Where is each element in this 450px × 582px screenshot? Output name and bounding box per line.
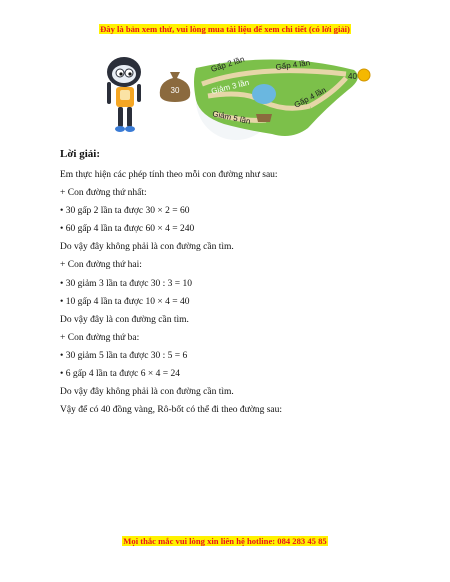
robot-icon bbox=[107, 57, 141, 132]
path-label-gap4-right: Gấp 4 lần bbox=[292, 85, 328, 110]
solution-line: Em thực hiện các phép tính theo mỗi con đường như sau: bbox=[60, 170, 278, 180]
solution-line: • 10 gấp 4 lần ta được 10 × 4 = 40 bbox=[60, 296, 190, 307]
solution-line: Do vậy đây không phải là con đường cần tìm. bbox=[60, 387, 234, 398]
puzzle-illustration bbox=[96, 50, 386, 142]
bag-label: 30 bbox=[170, 86, 180, 95]
path-label-gap2: Gấp 2 lần bbox=[209, 54, 246, 74]
solution-line: + Con đường thứ ba: bbox=[60, 332, 140, 343]
solution-line: • 30 giảm 5 lần ta được 30 : 5 = 6 bbox=[60, 350, 188, 361]
solution-line: • 60 gấp 4 lần ta được 60 × 4 = 240 bbox=[60, 224, 195, 235]
hotline-notice: Mọi thắc mắc vui lòng xin liên hệ hotline: 084 283 45 85 bbox=[123, 536, 327, 546]
gold-coin-icon bbox=[358, 69, 370, 81]
solution-line: • 30 giảm 3 lần ta được 30 : 3 = 10 bbox=[60, 278, 193, 289]
solution-line: Do vậy đây không phải là con đường cần tìm. bbox=[60, 242, 234, 253]
solution-line: Do vậy đây là con đường cần tìm. bbox=[60, 314, 189, 325]
target-label: 40 bbox=[348, 72, 357, 81]
solution-line: • 6 gấp 4 lần ta được 6 × 4 = 24 bbox=[60, 369, 180, 380]
solution-line: • 30 gấp 2 lần ta được 30 × 2 = 60 bbox=[60, 206, 190, 217]
path-label-giam5: Giảm 5 lần bbox=[211, 109, 252, 126]
solution-line: + Con đường thứ hai: bbox=[60, 260, 142, 271]
solution-section bbox=[60, 148, 400, 419]
solution-line: + Con đường thứ nhất: bbox=[60, 188, 147, 199]
money-bag-icon bbox=[160, 72, 190, 102]
preview-notice: Đây là bản xem thử, vui lòng mua tài liệu để xem chi tiết (có lời giải) bbox=[100, 24, 350, 34]
path-label-giam3: Giảm 3 lần bbox=[210, 77, 251, 96]
solution-line: Vậy để có 40 đồng vàng, Rô-bốt có thể đi theo đường sau: bbox=[60, 405, 283, 416]
solution-heading: Lời giải: bbox=[60, 148, 101, 160]
path-label-gap4-top: Gấp 4 lần bbox=[275, 58, 311, 72]
